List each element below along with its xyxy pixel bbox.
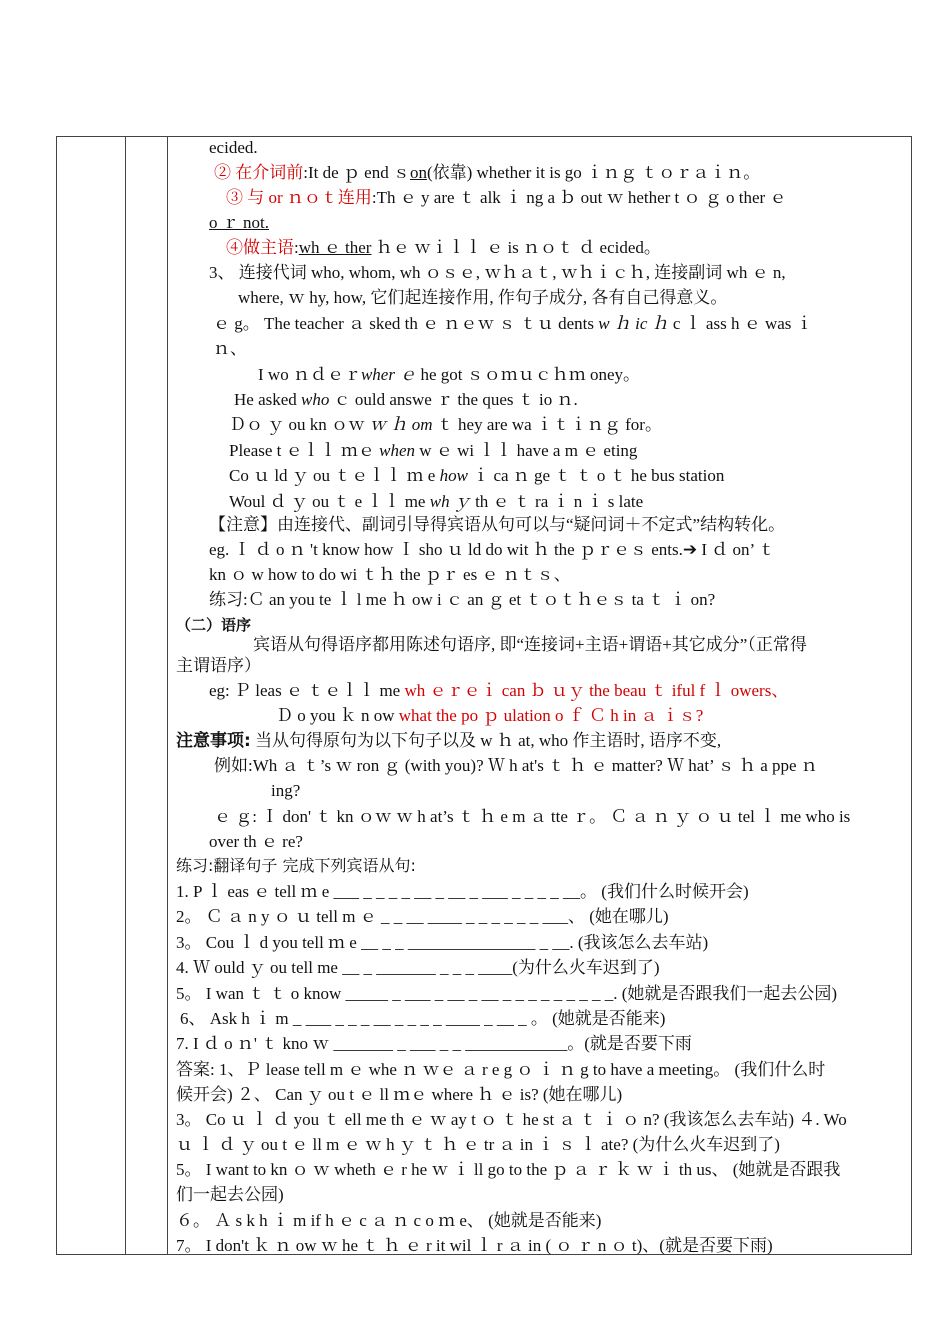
text-span: ｈｅ ｗｉｌｌ ｅ is ｎｏｔ ｄ ecided。 (371, 238, 661, 257)
text-line: ecided. (209, 138, 258, 157)
column-divider-1 (125, 137, 126, 1254)
text-span: when (379, 441, 416, 460)
text-span: 当从句得原句为以下句子以及 w ｈ at, who 作主语时, 语序不变, (250, 731, 722, 750)
text-line (209, 539, 775, 561)
text-span: (依靠) whether it is go ｉｎｇ ｔｏｒａｉｎ。 (426, 163, 761, 182)
text-span: wh ｅ ther (298, 238, 372, 257)
text-line (214, 162, 760, 184)
text-span: Co ｕ ld ｙ ou ｔｅｌｌ ｍ e (229, 466, 436, 485)
text-line: ｎ、 (213, 339, 247, 358)
text-line: over th ｅ re? (209, 832, 303, 851)
text-span: :It de ｐ end ｓ (303, 163, 410, 182)
text-line: ｅ ｇ: Ｉ don' ｔ kn ｏｗ ｗ h at’s ｔ ｈ e m ａ tte ｒ。 Ｃ ａ ｎ ｙ ｏ ｕ tel ｌ me who is (214, 807, 851, 826)
text-span: Ｄｏ ｙ ou kn ｏｗ (229, 415, 370, 434)
text-span: Woul ｄ ｙ ou ｔ e ｌｌ me (229, 492, 430, 511)
text-span: :Th ｅ y are ｔ alk ｉ ng a ｂ out ｗ hether t ｏ ｇ o ther ｅ (371, 188, 787, 207)
answer-line: 答案: 1、Ｐ lease tell m ｅ whe ｎ ｗｅ ａ r e g ｏ ｉ ｎ g to have a meeting。 (我们什么时 (176, 1060, 826, 1079)
answer-line: 3。 Co ｕ ｌ ｄ you ｔ ell me th ｅ ｗ ay t ｏ ｔ he st ａ ｔ ｉ ｏ n? (我该怎么去车站) ４. Wo (176, 1110, 847, 1129)
lesson-table (56, 136, 912, 1255)
answer-line: 7。 I don't ｋ ｎ ow ｗ he ｔ ｈ ｅ r it wil ｌ r ａ in ( ｏ ｒ n ｏ t)、(就是否要下雨) (176, 1236, 773, 1255)
text-line: 主谓语序） (176, 656, 261, 675)
lesson-content-cell (168, 137, 911, 1254)
text-span: ｗ ｈ om (369, 415, 433, 434)
text-line: 3、 连接代词 who, whom, wh ｏｓｅ, ｗｈａｔ, ｗｈｉｃｈ, 连接副词 wh ｅ n, (209, 263, 786, 282)
text-span: eg: Ｐ leas ｅ ｔｅｌｌ me (209, 681, 401, 700)
heading-prep: ② 在介词前 (214, 163, 304, 182)
answer-line: 们一起去公园) (176, 1185, 284, 1204)
text-line (176, 730, 721, 752)
text-line: 练习:Ｃ an you te ｌ l me ｈ ow i ｃ an ｇ et ｔｏｔｈｅｓ ta ｔ ｉ on? (209, 590, 716, 609)
text-line (213, 313, 813, 335)
text-span: ｔ hey are wa ｉｔｉｎｇ for。 (432, 415, 662, 434)
text-span: ｅ g。 The teacher ａ sked th ｅ ｎｅｗ ｓ ｔｕ dents (213, 314, 595, 333)
text-span: Ｄ o you ｋ n ow (276, 706, 395, 725)
exercise-item: 6、 Ask h ｉ m _ ___ _ _ _ __ _ _ _ _ ____ _ __ _ 。 (她就是否能来) (180, 1009, 666, 1028)
heading-ornot: ③ 与 or ｎｏｔ连用 (226, 188, 372, 207)
text-span: w ｅ wi ｌｌ have a m ｅ eting (415, 441, 638, 460)
exercise-item: 7. I ｄ o ｎ' ｔ kno ｗ _______ _ ___ _ _ ____________。(就是否要下雨 (176, 1034, 692, 1053)
heading-subject: ④做主语 (226, 238, 294, 257)
text-line: 【注意】由连接代、副词引导得宾语从句可以与“疑问词＋不定式”结构转化。 (209, 515, 786, 534)
text-line (276, 705, 703, 727)
text-span: I ｄ on’ ｔ (697, 540, 776, 559)
text-span: he got ｓｏｍｕｃｈｍ oney。 (416, 365, 641, 384)
text-line (234, 389, 578, 411)
text-line (229, 465, 724, 487)
text-span: ｃ ould answe ｒ the ques ｔ io ｎ. (329, 390, 578, 409)
text-line (209, 680, 788, 702)
text-span: wh ｙ (429, 492, 471, 511)
text-line (258, 364, 640, 386)
text-span: on (409, 163, 427, 182)
text-span: th ｅ ｔ ra ｉ n ｉ s late (470, 492, 644, 511)
text-line: kn ｏ w how to do wi ｔｈ the ｐｒ es ｅ ｎｔｓ、 (209, 565, 571, 584)
exercise-item: 3。 Cou ｌ d you tell ｍ e __ _ _ _______________ _ __. (我该怎么去车站) (176, 933, 709, 952)
text-line (229, 414, 662, 436)
text-line: ing? (271, 781, 301, 800)
answer-line: 候开会) ２、 Can ｙ ou t ｅ ll ｍｅ where ｈ ｅ is? (她在哪儿) (176, 1085, 623, 1104)
answer-line: 5。 I want to kn ｏ ｗ wheth ｅ r he ｗ ｉ ll go to the ｐ ａ ｒ ｋ ｗ ｉ th us、 (她就是否跟我 (176, 1160, 841, 1179)
section-heading: （二）语序 (176, 616, 252, 634)
text-line: 例如:Wh ａ ｔ’s ｗ ron ｇ (with you)? Ｗ h at's ｔ ｈ ｅ matter? Ｗ hat’ ｓ ｈ a ppe ｎ (214, 756, 818, 775)
answer-line: ６。 Ａ s k h ｉ m if h ｅ c ａ ｎ c o ｍ e、 (她就是否能来) (176, 1211, 602, 1230)
text-span: how (435, 466, 468, 485)
text-span: wh ｅｒｅｉ can ｂ ｕｙ the beau ｔ iful f ｌ owers、 (400, 681, 789, 700)
text-span: w ｈ ic ｈ (594, 314, 669, 333)
exercise-item: 1. P ｌ eas ｅ tell ｍ e ___ _ _ _ _ __ _ __ _ ___ _ _ _ _ __。 (我们什么时候开会) (176, 882, 749, 901)
text-span: what the po ｐ ulation o ｆ Ｃ h in ａ ｉｓ? (394, 706, 704, 725)
text-line (226, 237, 661, 259)
text-span: Please t ｅｌｌ ｍｅ (229, 441, 380, 460)
exercise-item: 5。 I wan ｔ ｔ o know _____ _ ___ _ __ _ __ _ _ _ _ _ _ _ _ _. (她就是否跟我们一起去公园) (176, 984, 838, 1003)
text-line (229, 440, 637, 462)
text-span: He asked (234, 390, 297, 409)
exercise-heading: 练习:翻译句子 完成下列宾语从句: (176, 856, 416, 875)
text-span: c ｌ ass h ｅ was ｉ (668, 314, 813, 333)
exercise-item: 4. Ｗ ould ｙ ou tell me __ _ _______ _ _ _ ____(为什么火车迟到了) (176, 958, 660, 977)
text-span: ｉ ca ｎ ge ｔ ｔ o ｔ he bus station (467, 466, 725, 485)
text-line: o ｒ not. (209, 213, 269, 232)
text-line: 宾语从句得语序都用陈述句语序, 即“连接词+主语+谓语+其它成分”（正常得 (253, 635, 807, 654)
text-span: who (296, 390, 330, 409)
answer-line: ｕ ｌ ｄ ｙ ou t ｅ ll m ｅ ｗ h ｙ ｔ ｈ ｅ tr ａ in ｉ ｓ ｌ ate? (为什么火车迟到了) (176, 1135, 780, 1154)
text-line (229, 491, 643, 513)
arrow-icon: ➔ (682, 540, 698, 560)
text-span: wher ｅ (360, 365, 417, 384)
text-span: I wo ｎｄｅｒ (258, 365, 361, 384)
notes-label: 注意事项: (176, 731, 251, 751)
text-span: : (294, 238, 299, 257)
text-line (226, 187, 786, 209)
text-line: where, ｗ hy, how, 它们起连接作用, 作句子成分, 各有自己得意义。 (238, 288, 728, 307)
text-span: eg. Ｉ ｄ o ｎ 't know how Ｉ sho ｕ ld do wit ｈ the ｐｒｅｓ ents. (209, 540, 683, 559)
exercise-item: 2。 Ｃ ａ n y ｏ ｕ tell m ｅ _ _ __ ____ _ _ _ _ _ _ ___、 (她在哪儿) (176, 907, 669, 926)
